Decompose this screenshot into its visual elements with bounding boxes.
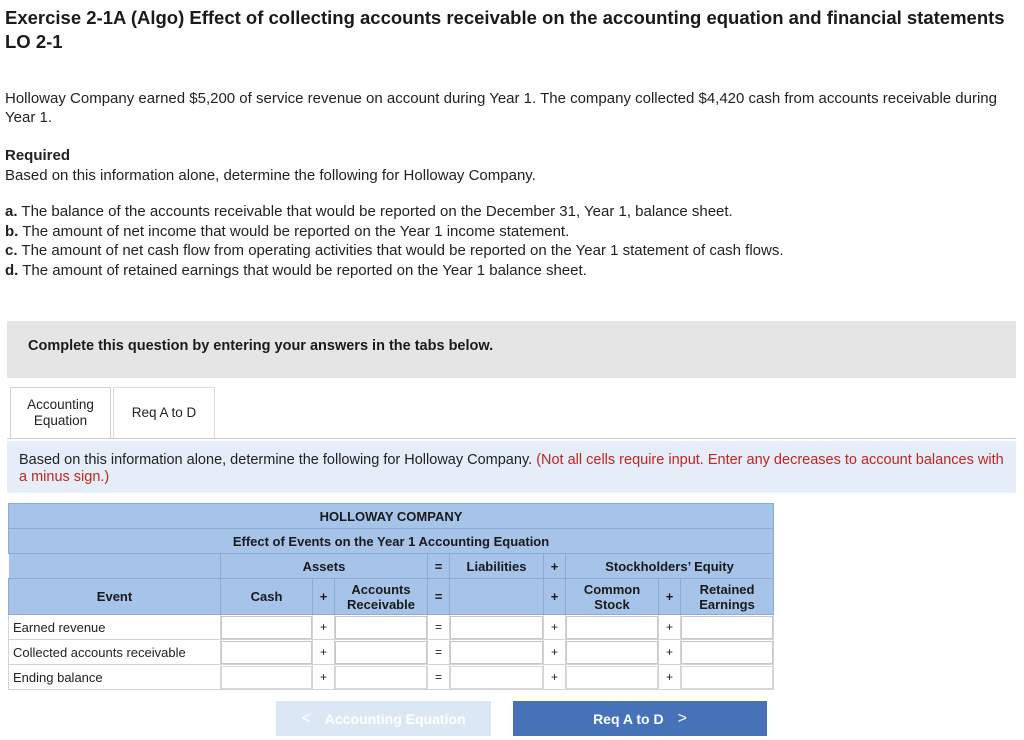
cash-input[interactable] bbox=[221, 616, 312, 639]
list-item: d. The amount of retained earnings that would be reported on the Year 1 balance sheet. bbox=[5, 261, 587, 279]
list-item: c. The amount of net cash flow from operating activities that would be reported on the Year 1 statement of cash flows. bbox=[5, 242, 784, 259]
problem-intro: Holloway Company earned $5,200 of service revenue on account during Year 1. The company collected $4,420 cash from accounts receivable during Year 1. bbox=[5, 90, 997, 126]
list-item: a. The balance of the accounts receivable that would be reported on the December 31, Year 1, balance sheet. bbox=[5, 203, 733, 220]
ar-input[interactable] bbox=[335, 641, 427, 664]
tab-req-a-to-d[interactable]: Req A to D bbox=[113, 387, 215, 438]
chevron-left-icon: < bbox=[301, 709, 311, 727]
table-row: Ending balance + = + + bbox=[9, 665, 774, 690]
cash-input[interactable] bbox=[221, 641, 312, 664]
cash-header: Cash bbox=[221, 579, 313, 615]
plus-sign: + bbox=[544, 554, 566, 579]
retained-earnings-input[interactable] bbox=[681, 641, 773, 664]
retained-earnings-input[interactable] bbox=[681, 616, 773, 639]
cash-total bbox=[221, 666, 312, 689]
common-stock-header: Common Stock bbox=[566, 579, 659, 615]
event-label: Earned revenue bbox=[9, 615, 221, 640]
tab-accounting-equation[interactable]: Accounting Equation bbox=[10, 387, 111, 438]
next-tab-button[interactable]: Req A to D > bbox=[513, 701, 767, 736]
plus-sign: + bbox=[313, 579, 335, 615]
event-header: Event bbox=[9, 579, 221, 615]
required-subtitle: Based on this information alone, determine the following for Holloway Company. bbox=[5, 167, 536, 184]
liabilities-total bbox=[450, 666, 543, 689]
assets-header: Assets bbox=[221, 554, 428, 579]
table-subtitle: Effect of Events on the Year 1 Accounting Equation bbox=[9, 529, 774, 554]
ar-header: Accounts Receivable bbox=[335, 579, 428, 615]
accounting-equation-table bbox=[8, 503, 774, 690]
common-stock-total bbox=[566, 666, 658, 689]
event-label: Ending balance bbox=[9, 665, 221, 690]
retained-earnings-header: Retained Earnings bbox=[681, 579, 774, 615]
liabilities-header: Liabilities bbox=[450, 554, 544, 579]
company-name: HOLLOWAY COMPANY bbox=[9, 504, 774, 529]
retained-earnings-total bbox=[681, 666, 773, 689]
liabilities-input[interactable] bbox=[450, 641, 543, 664]
event-label: Collected accounts receivable bbox=[9, 640, 221, 665]
page-title: Exercise 2-1A (Algo) Effect of collecting accounts receivable on the accounting equation and financial statements LO 2-1 bbox=[5, 7, 1005, 52]
ar-input[interactable] bbox=[335, 616, 427, 639]
equals-sign: = bbox=[428, 579, 450, 615]
table-row: Collected accounts receivable + = + + bbox=[9, 640, 774, 665]
required-list bbox=[5, 202, 784, 280]
instructions: Based on this information alone, determine the following for Holloway Company. (Not all cells require input. Enter any decreases to account balances with a minus sign.) bbox=[7, 441, 1016, 493]
liabilities-input[interactable] bbox=[450, 616, 543, 639]
equity-header: Stockholders’ Equity bbox=[566, 554, 774, 579]
prev-tab-button[interactable]: < Accounting Equation bbox=[276, 701, 491, 736]
liabilities-blank bbox=[450, 579, 544, 615]
required-heading: Required bbox=[5, 147, 71, 164]
table-row: Earned revenue + = + + bbox=[9, 615, 774, 640]
list-item: b. The amount of net income that would be reported on the Year 1 income statement. bbox=[5, 222, 570, 240]
complete-prompt: Complete this question by entering your answers in the tabs below. bbox=[7, 321, 1016, 378]
instructions-note: (Not all cells require input. Enter any decreases to account balances with a minus sign.) bbox=[19, 452, 1004, 485]
tab-divider bbox=[7, 438, 1016, 439]
equals-sign: = bbox=[428, 554, 450, 579]
common-stock-input[interactable] bbox=[566, 616, 658, 639]
plus-sign: + bbox=[544, 579, 566, 615]
ar-total bbox=[335, 666, 427, 689]
common-stock-input[interactable] bbox=[566, 641, 658, 664]
plus-sign: + bbox=[659, 579, 681, 615]
chevron-right-icon: > bbox=[677, 709, 687, 727]
